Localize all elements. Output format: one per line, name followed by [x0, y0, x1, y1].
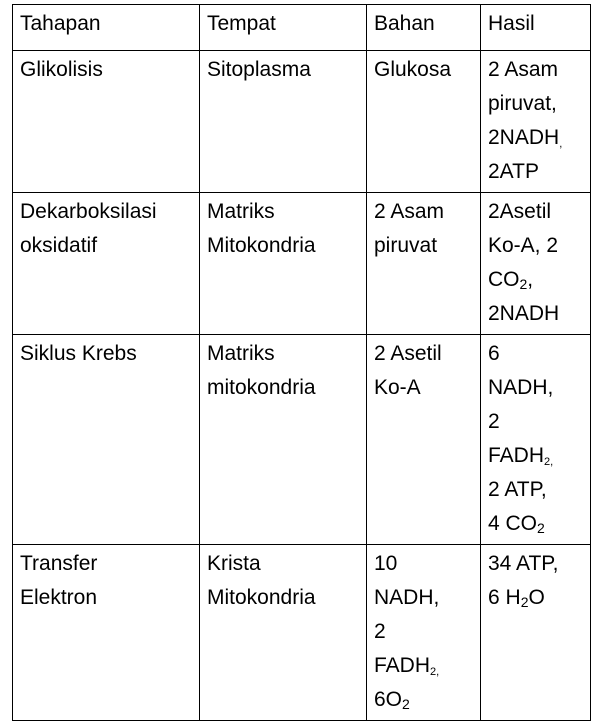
- cell-text-part: 6 H: [488, 586, 521, 609]
- cell-text-part: O: [528, 586, 545, 609]
- cell-tahapan: [13, 545, 200, 721]
- cell-text: 10: [374, 552, 398, 575]
- cell-text: mitokondria: [207, 376, 316, 399]
- cell-text: 6: [488, 342, 500, 365]
- cell-text: NADH,: [488, 376, 554, 399]
- cell-text-part: FADH: [374, 654, 431, 677]
- cell-text: 2: [488, 410, 500, 433]
- cell-text: 2NADH: [488, 302, 560, 325]
- cell-tempat: [200, 545, 367, 721]
- cell-text: Mitokondria: [207, 586, 316, 609]
- cell-hasil: [481, 335, 591, 545]
- cell-text-part: 6O: [374, 688, 403, 711]
- cell-text: [488, 507, 583, 541]
- subscript: 2,: [430, 666, 440, 678]
- cell-text: Transfer: [20, 552, 98, 575]
- cell-text: Dekarboksilasi: [20, 200, 157, 223]
- cell-text: Glikolisis: [20, 58, 103, 81]
- subscript: 2: [537, 520, 545, 536]
- cell-bahan: [367, 51, 481, 193]
- cell-text: Sitoplasma: [207, 58, 311, 81]
- table-row-transfer-elektron: [13, 545, 591, 721]
- cell-text: [374, 683, 473, 717]
- cell-text: Siklus Krebs: [20, 342, 137, 365]
- cell-text: Ko-A, 2: [488, 234, 559, 257]
- header-tahapan: Tahapan: [13, 5, 200, 51]
- subscript: 2,: [544, 456, 554, 468]
- table-row-dekarboksilasi: [13, 193, 591, 335]
- subscript: 2: [402, 696, 410, 712]
- cell-text-part: ,: [527, 268, 534, 291]
- cell-text: piruvat,: [488, 92, 557, 115]
- cell-text: 2ATP: [488, 160, 539, 183]
- cell-bahan: [367, 193, 481, 335]
- cell-text: [488, 581, 583, 615]
- cell-text-part: FADH: [488, 444, 545, 467]
- cell-tahapan: [13, 193, 200, 335]
- cell-text: Matriks: [207, 342, 275, 365]
- cell-text: NADH,: [374, 586, 440, 609]
- subscript: ,: [559, 138, 563, 150]
- cell-bahan: [367, 545, 481, 721]
- cell-text-part: 4 CO: [488, 512, 538, 535]
- cell-text: [488, 263, 583, 297]
- cell-text: 2 ATP,: [488, 478, 547, 501]
- cell-text: Elektron: [20, 586, 98, 609]
- header-tempat: Tempat: [200, 5, 367, 51]
- cell-text: [488, 121, 583, 155]
- subscript: 2: [519, 276, 528, 292]
- cell-text: 2: [374, 620, 386, 643]
- table-row-glikolisis: [13, 51, 591, 193]
- cell-text: 2 Asam: [488, 58, 559, 81]
- header-row: [13, 5, 591, 51]
- cell-text: oksidatif: [20, 234, 98, 257]
- cell-tempat: [200, 335, 367, 545]
- cell-text: 34 ATP,: [488, 552, 559, 575]
- cell-hasil: [481, 193, 591, 335]
- cell-tahapan: [13, 335, 200, 545]
- cell-text: Mitokondria: [207, 234, 316, 257]
- cell-text: Glukosa: [374, 58, 452, 81]
- cell-text: 2 Asam: [374, 200, 445, 223]
- cell-text-part: 2NADH: [488, 126, 560, 149]
- cell-tempat: [200, 51, 367, 193]
- cell-tahapan: [13, 51, 200, 193]
- cell-text: piruvat: [374, 234, 438, 257]
- cell-text: [374, 649, 473, 683]
- cell-hasil: [481, 545, 591, 721]
- cell-bahan: [367, 335, 481, 545]
- cell-text: Ko-A: [374, 376, 421, 399]
- cell-text-part: CO: [488, 268, 520, 291]
- subscript: 2: [520, 594, 529, 610]
- cell-text: Krista: [207, 552, 261, 575]
- cell-text: 2Asetil: [488, 200, 552, 223]
- header-bahan: Bahan: [367, 5, 481, 51]
- respiration-stages-table: [12, 4, 591, 721]
- cell-text: [488, 439, 583, 473]
- cell-hasil: [481, 51, 591, 193]
- table-row-siklus-krebs: [13, 335, 591, 545]
- cell-text: Matriks: [207, 200, 275, 223]
- cell-text: 2 Asetil: [374, 342, 442, 365]
- header-hasil: Hasil: [481, 5, 591, 51]
- cell-tempat: [200, 193, 367, 335]
